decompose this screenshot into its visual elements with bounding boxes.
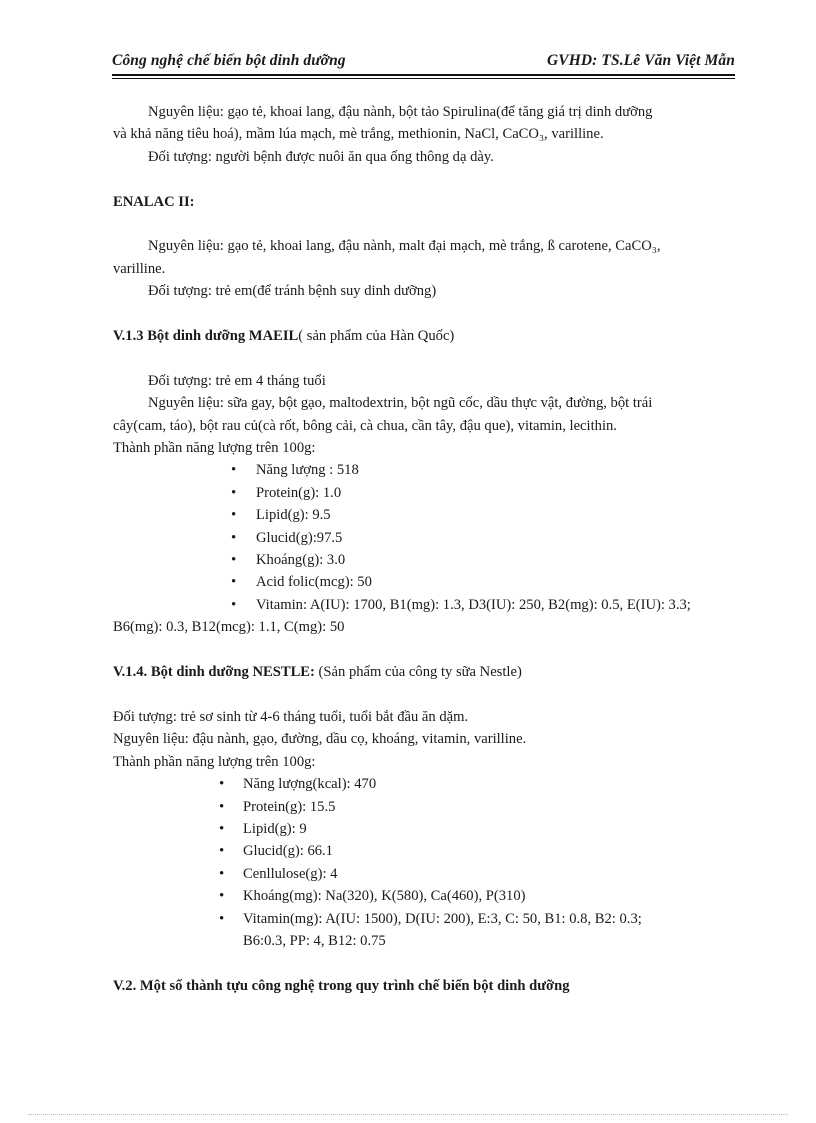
nestle-vitamins xyxy=(113,908,741,953)
list-item: • Khoáng(g): 3.0 xyxy=(113,549,741,571)
enalac2-ingredients: Nguyên liệu: gạo tẻ, khoai lang, đậu nành, malt đại mạch, mè trắng, ß carotene, CaCO₃, xyxy=(148,238,661,255)
header-advisor: GVHD: TS.Lê Văn Việt Mẫn xyxy=(547,52,735,69)
nestle-energy-intro: Thành phần năng lượng trên 100g: xyxy=(113,753,316,770)
section-v2-heading: V.2. Một số thành tựu công nghệ trong quy trình chế biến bột dinh dưỡng xyxy=(113,977,570,994)
enalac1-ingredients: Nguyên liệu: gạo tẻ, khoai lang, đậu nành, bột tảo Spirulina(để tăng giá trị dinh dưỡng xyxy=(148,104,653,120)
maeil-vitamins-line2: B6(mg): 0.3, B12(mcg): 1.1, C(mg): 50 xyxy=(113,619,345,636)
nestle-ingredients: Nguyên liệu: đậu nành, gạo, đường, dầu cọ, khoáng, vitamin, varilline. xyxy=(113,731,527,748)
maeil-vitamins-line1: • Vitamin: A(IU): 1700, B1(mg): 1.3, D3(IU): 250, B2(mg): 0.5, E(IU): 3.3; xyxy=(113,594,741,616)
list-item: • Glucid(g): 66.1 xyxy=(113,840,741,862)
maeil-ingredients-cont: cây(cam, táo), bột rau củ(cà rốt, bông cải, cà chua, cần tây, đậu que), vitamin, lecithin. xyxy=(113,417,617,434)
maeil-heading-bold: V.1.3 Bột dinh dưỡng MAEIL xyxy=(113,328,299,345)
list-item: • Lipid(g): 9.5 xyxy=(113,504,741,526)
page-header xyxy=(112,50,735,80)
nestle-heading-note: (Sản phẩm của công ty sữa Nestle) xyxy=(314,664,522,681)
maeil-target: Đối tượng: trẻ em 4 tháng tuổi xyxy=(148,372,326,389)
maeil-heading-note: ( sản phẩm của Hàn Quốc) xyxy=(298,328,455,345)
header-rule-thin xyxy=(112,78,735,79)
maeil-ingredients: Nguyên liệu: sữa gay, bột gạo, maltodextrin, bột ngũ cốc, dầu thực vật, đường, bột trái xyxy=(148,395,653,412)
maeil-energy-intro: Thành phần năng lượng trên 100g: xyxy=(113,440,316,457)
nestle-heading xyxy=(113,661,741,683)
list-item: • Năng lượng(kcal): 470 xyxy=(113,773,741,795)
list-item: • Lipid(g): 9 xyxy=(113,818,741,840)
maeil-nutrition-list xyxy=(113,459,741,593)
enalac2-title: ENALAC II: xyxy=(113,193,195,210)
maeil-heading xyxy=(113,325,741,347)
list-item: • Acid folic(mcg): 50 xyxy=(113,571,741,593)
list-item: • Cenllulose(g): 4 xyxy=(113,863,741,885)
list-item: • Glucid(g):97.5 xyxy=(113,527,741,549)
enalac1-target: Đối tượng: người bệnh được nuôi ăn qua ống thông dạ dày. xyxy=(148,148,494,165)
nestle-vitamins-line2: B6:0.3, PP: 4, B12: 0.75 xyxy=(243,932,386,949)
list-item: • Protein(g): 15.5 xyxy=(113,796,741,818)
list-item: • Khoáng(mg): Na(320), K(580), Ca(460), P(310) xyxy=(113,885,741,907)
header-title: Công nghệ chế biến bột dinh dưỡng xyxy=(112,52,346,69)
nestle-vitamins-line1: Vitamin(mg): A(IU: 1500), D(IU: 200), E:3, C: 50, B1: 0.8, B2: 0.3; xyxy=(243,910,642,927)
nestle-target: Đối tượng: trẻ sơ sinh từ 4-6 tháng tuổi, tuổi bắt đầu ăn dặm. xyxy=(113,708,469,725)
footer-divider xyxy=(28,1114,788,1115)
list-item: • Năng lượng : 518 xyxy=(113,459,741,481)
header-rule-thick xyxy=(112,74,735,76)
list-item: • Protein(g): 1.0 xyxy=(113,482,741,504)
enalac2-ingredients-cont: varilline. xyxy=(113,260,166,277)
nestle-nutrition-list xyxy=(113,773,741,952)
nestle-heading-bold: V.1.4. Bột dinh dưỡng NESTLE: xyxy=(113,664,315,681)
enalac1-ingredients-cont: và khả năng tiêu hoá), mầm lúa mạch, mè trắng, methionin, NaCl, CaCO₃, varilline. xyxy=(113,126,604,143)
enalac2-target: Đối tượng: trẻ em(để tránh bệnh suy dinh dưỡng) xyxy=(148,283,437,300)
maeil-vitamins xyxy=(113,594,741,639)
document-body xyxy=(113,101,741,997)
